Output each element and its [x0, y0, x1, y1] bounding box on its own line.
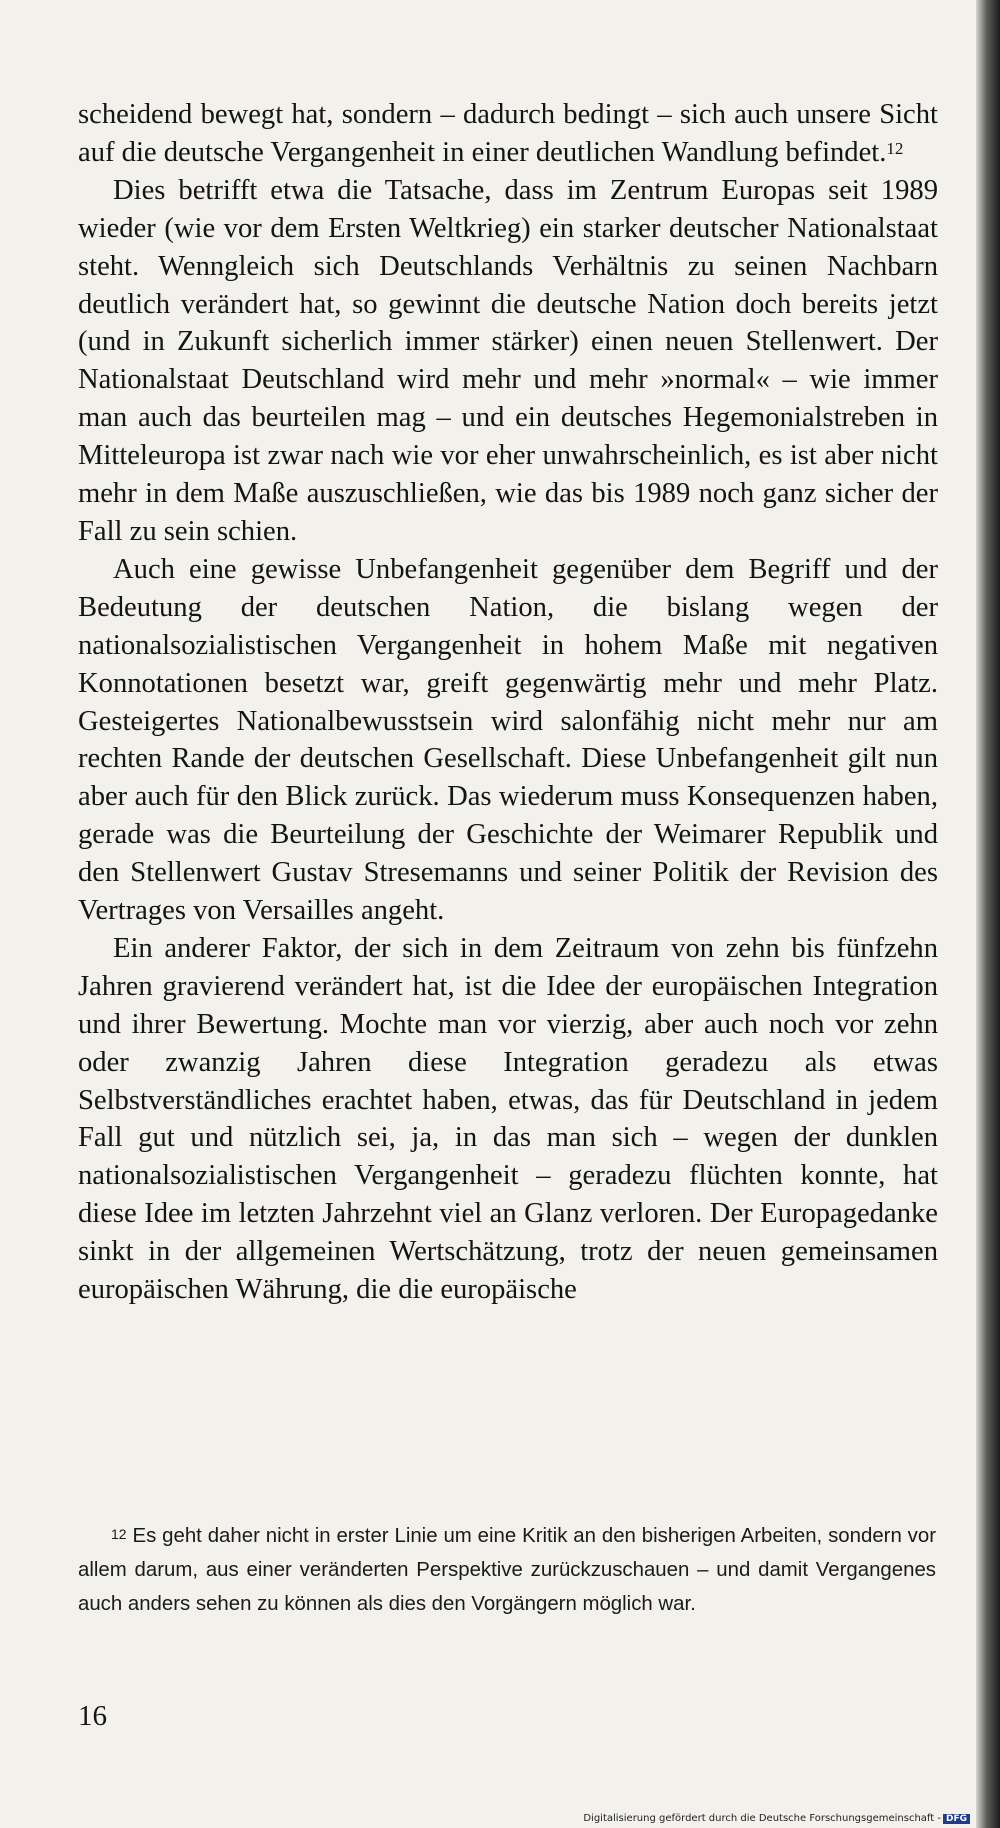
footnote-number: 12 [111, 1526, 127, 1542]
paragraph-4: Ein anderer Faktor, der sich in dem Zeitraum von zehn bis fünfzehn Jahren gravierend verändert hat, ist die Idee der europäischen Integration und ihrer Bewertung. Mochte man vor vierzig, aber auch noch vor zehn oder zwanzig Jahren diese Integration geradezu als etwas Selbstverständliches erachtet haben, etwas, das für Deutschland in jedem Fall gut und nützlich sei, ja, in das man sich – wegen der dunklen nationalsozialistischen Vergangenheit – geradezu flüchten konnte, hat diese Idee im letzten Jahrzehnt viel an Glanz verloren. Der Europagedanke sinkt in der allgemeinen Wertschätzung, trotz der neuen gemeinsamen europäischen Währung, die die europäische [78, 932, 938, 1306]
footnote-reference: 12 [886, 138, 904, 158]
page-edge-shadow [976, 0, 1000, 1828]
dfg-logo: DFG [943, 1814, 970, 1824]
footnote-text: Es geht daher nicht in erster Linie um eine Kritik an den bisherigen Arbeiten, sondern vor allem darum, aus einer veränderten Perspektive zurückzuschauen – und damit Vergangenes auch anders sehen zu können als dies den Vorgängern möglich war. [78, 1525, 936, 1615]
digitization-credit [583, 1813, 970, 1824]
paragraph-1-text: scheidend bewegt hat, sondern – dadurch bedingt – sich auch unsere Sicht auf die deutsche Vergangenheit in einer deutlichen Wandlung befindet. [78, 99, 938, 168]
paragraph-1 [78, 96, 938, 172]
paragraph-3: Auch eine gewisse Unbefangenheit gegenüber dem Begriff und der Bedeutung der deutschen Nation, die bislang wegen der nationalsozialistischen Vergangenheit in hohem Maße mit negativen Konnotationen besetzt war, greift gegenwärtig mehr und mehr Platz. Gesteigertes Nationalbewusstsein wird salonfähig nicht mehr nur am rechten Rande der deutschen Gesellschaft. Diese Unbefangenheit gilt nun aber auch für den Blick zurück. Das wiederum muss Konsequenzen haben, gerade was die Beurteilung der Geschichte der Weimarer Republik und den Stellenwert Gustav Stresemanns und seiner Politik der Revision des Vertrages von Versailles angeht. [78, 553, 938, 927]
main-text [78, 96, 938, 1309]
page-number: 16 [78, 1700, 107, 1732]
footnote-12 [78, 1519, 936, 1621]
digitization-credit-text: Digitalisierung gefördert durch die Deutsche Forschungsgemeinschaft - [583, 1813, 941, 1824]
paragraph-2: Dies betrifft etwa die Tatsache, dass im Zentrum Europas seit 1989 wieder (wie vor dem Ersten Weltkrieg) ein starker deutscher Nationalstaat steht. Wenngleich sich Deutschlands Verhältnis zu seinen Nachbarn deutlich verändert hat, so gewinnt die deutsche Nation doch bereits jetzt (und in Zukunft sicherlich immer stärker) einen neuen Stellenwert. Der Nationalstaat Deutschland wird mehr und mehr »normal« – wie immer man auch das beurteilen mag – und ein deutsches Hegemonialstreben in Mitteleuropa ist zwar nach wie vor eher unwahrscheinlich, es ist aber nicht mehr in dem Maße auszuschließen, wie das bis 1989 noch ganz sicher der Fall zu sein schien. [78, 174, 938, 547]
